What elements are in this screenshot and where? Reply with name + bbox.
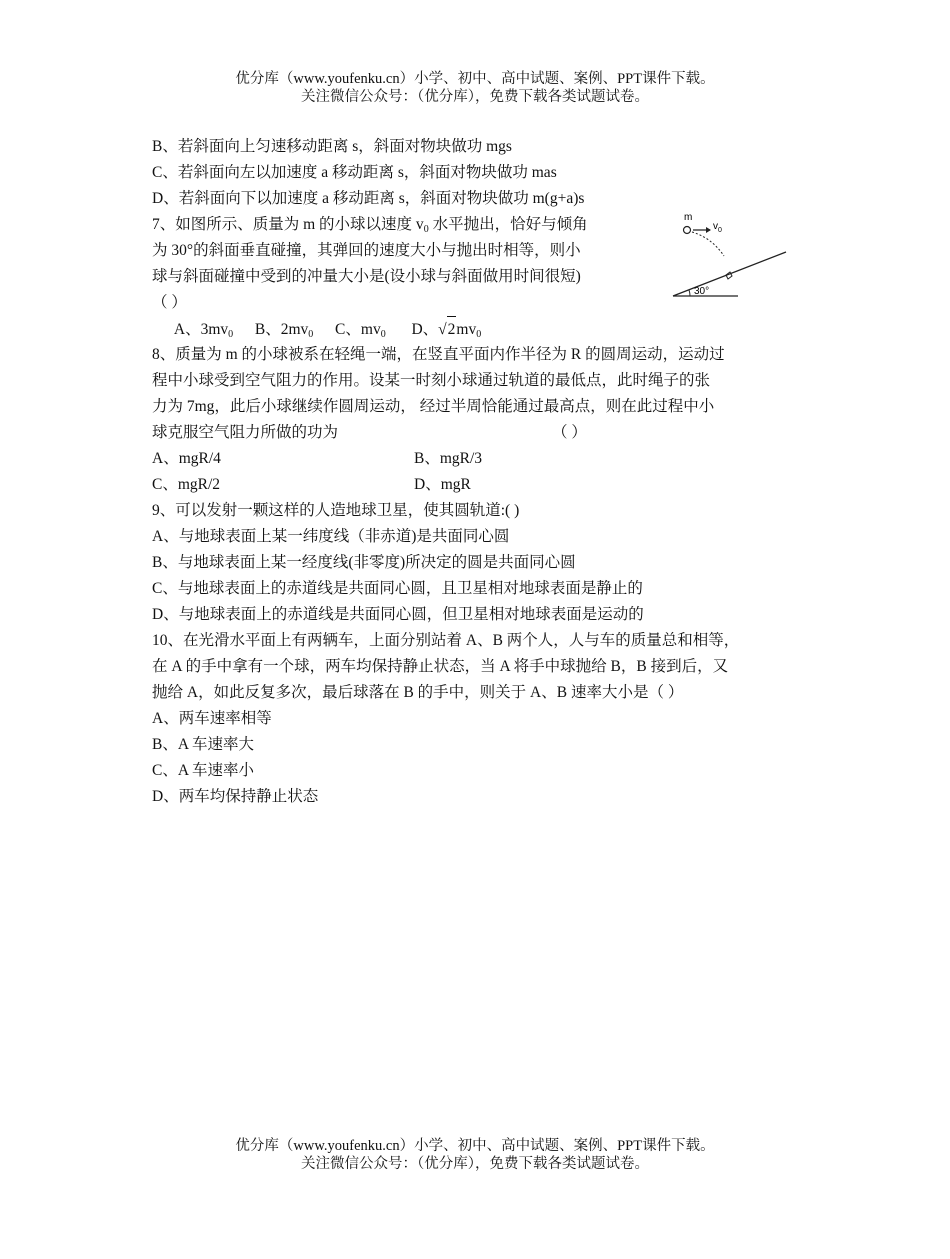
q7-option-a: A、$3mv_0$ xyxy=(173,321,234,340)
q8-stem-line-4: 球克服空气阻力所做的功为 （ ） xyxy=(152,424,587,441)
sqrt-symbol: √2 xyxy=(438,316,456,343)
q7-stem-line-3: 球与斜面碰撞中受到的冲量大小是(设小球与斜面做用时间很短) xyxy=(152,268,581,285)
q10-stem-line-1: 10、在光滑水平面上有两辆车，上面分别站着 A、B 两个人，人与车的质量总和相等， xyxy=(152,632,740,649)
q8-options-row-1 xyxy=(152,446,812,472)
arrow-head-icon xyxy=(706,227,711,233)
q8-option-c: C、mgR/2 xyxy=(152,476,221,493)
q7-stem-line-4: （ ） xyxy=(152,294,187,311)
incline-figure xyxy=(668,210,788,300)
q10-stem-line-3: 抛给 A，如此反复多次，最后球落在 B 的手中，则关于 A、B 速率大小是（ ） xyxy=(152,684,684,701)
footer-line-1: 优分库（www.youfenku.cn）小学、初中、高中试题、案例、PPT课件下载。 xyxy=(235,1138,715,1154)
q10-option-a: A、两车速率相等 xyxy=(152,710,272,727)
figure-m-label: m xyxy=(684,212,693,223)
footer-line-2: 关注微信公众号：（优分库），免费下载各类试题试卷。 xyxy=(301,1156,649,1172)
header-line-1: 优分库（www.youfenku.cn）小学、初中、高中试题、案例、PPT课件下载。 xyxy=(235,71,715,87)
q7-option-d: D、$√2mv_0$ xyxy=(411,316,481,343)
q8-option-a: A、mgR/4 xyxy=(152,450,221,467)
q8-option-b: B、mgR/3 xyxy=(414,450,483,467)
figure-angle-label: 30° xyxy=(694,286,710,297)
q6-option-d: D、若斜面向下以加速度 a 移动距离 s，斜面对物块做功 m(g+a)s xyxy=(152,190,585,207)
q7-option-b: B、$2mv_0$ xyxy=(254,321,314,340)
q8-stem-line-3: 力为 7mg，此后小球继续作圆周运动， 经过半周恰能通过最高点，则在此过程中小 xyxy=(152,398,715,415)
q10-option-d: D、两车均保持静止状态 xyxy=(152,788,319,805)
ball-icon xyxy=(684,227,691,234)
header-line-2: 关注微信公众号：（优分库），免费下载各类试题试卷。 xyxy=(301,89,649,105)
q7-option-c: C、$mv_0$ xyxy=(335,321,386,340)
q8-stem-line-1: 8、质量为 m 的小球被系在轻绳一端，在竖直平面内作半径为 R 的圆周运动，运动过 xyxy=(152,346,725,363)
figure-v-label: $v_0$ xyxy=(713,221,722,234)
page-header xyxy=(0,70,950,106)
q9-option-b: B、与地球表面上某一经度线(非零度)所决定的圆是共面同心圆 xyxy=(152,554,576,571)
q9-option-c: C、与地球表面上的赤道线是共面同心圆，且卫星相对地球表面是静止的 xyxy=(152,580,643,597)
q8-options-row-2 xyxy=(152,472,812,498)
q6-option-c: C、若斜面向左以加速度 a 移动距离 s，斜面对物块做功 mas xyxy=(152,164,557,181)
q10-option-c: C、A 车速率小 xyxy=(152,762,255,779)
page-footer xyxy=(0,1137,950,1173)
q10-option-b: B、A 车速率大 xyxy=(152,736,255,753)
q10-stem-line-2: 在 A 的手中拿有一个球，两车均保持静止状态，当 A 将手中球抛给 B，B 接到后，又 xyxy=(152,658,729,675)
q9-option-d: D、与地球表面上的赤道线是共面同心圆，但卫星相对地球表面是运动的 xyxy=(152,606,644,623)
trajectory-path xyxy=(692,232,724,256)
incline-surface xyxy=(673,252,786,296)
q8-stem-line-2: 程中小球受到空气阻力的作用。设某一时刻小球通过轨道的最低点，此时绳子的张 xyxy=(152,372,711,389)
q7-stem-line-1: 7、如图所示、质量为 m 的小球以速度 $v_0$ 水平抛出，恰好与倾角 xyxy=(152,216,588,235)
q7-stem-line-2: 为 30°的斜面垂直碰撞，其弹回的速度大小与抛出时相等，则小 xyxy=(152,242,581,259)
q9-option-a: A、与地球表面上某一纬度线（非赤道)是共面同心圆 xyxy=(152,528,510,545)
q8-option-d: D、mgR xyxy=(414,476,471,493)
q7-options xyxy=(152,316,812,342)
q9-stem: 9、可以发射一颗这样的人造地球卫星，使其圆轨道:( ) xyxy=(152,502,520,519)
q6-option-b: B、若斜面向上匀速移动距离 s，斜面对物块做功 mgs xyxy=(152,138,512,155)
angle-arc xyxy=(689,290,690,296)
